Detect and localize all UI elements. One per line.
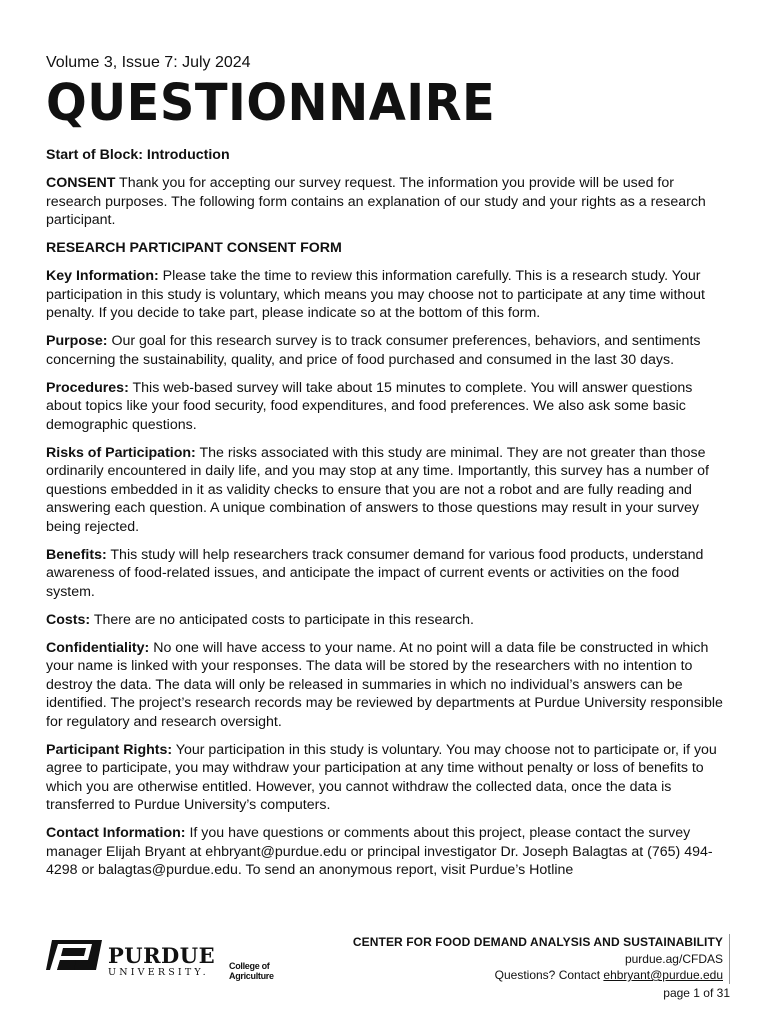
section-text: Our goal for this research survey is to track consumer preferences, behaviors, and sentiments concerning the sustainability, quality, and price of food purchased and consumed in the last 30 days. (46, 333, 701, 368)
section-text: Please take the time to review this information carefully. This is a research study. Your participation in this study is voluntary, which means you may choose not to participate at any time without penalty. If you decide to take part, please indicate so at the bottom of this form. (46, 268, 705, 321)
college-name: College of Agriculture (229, 961, 274, 981)
section-risks (46, 444, 730, 537)
brand-name: PURDUE (108, 943, 216, 968)
section-text: The risks associated with this study are minimal. They are not greater than those ordinarily encountered in daily life, and you may stop at any time. Importantly, this survey has a number of questions embedded in it as validity checks to ensure that you are not a robot and are fully reading and answering each question. A unique combination of answers to those questions may result in your survey being rejected. (46, 444, 709, 535)
section-label: Confidentiality: (46, 639, 150, 656)
section-purpose (46, 332, 730, 369)
contact-email-link[interactable]: ehbryant@purdue.edu (603, 968, 723, 982)
section-label: Purpose: (46, 333, 108, 349)
contact-prefix: Questions? Contact (494, 968, 604, 982)
section-label: Procedures: (46, 379, 129, 396)
brand-sub: UNIVERSITY. (108, 967, 209, 978)
section-text: If you have questions or comments about this project, please contact the survey manager Elijah Bryant at ehbryant@purdue.edu or principal investigator Dr. Joseph Balagtas at (765) 494-4298 or balagtas@purdue.edu. To send an anonymous report, visit Purdue’s Hotline (46, 825, 713, 878)
purdue-p-icon (46, 940, 102, 974)
section-label: Benefits: (46, 546, 107, 563)
section-text: This study will help researchers track consumer demand for various food products, understand awareness of food-related issues, and anticipate the impact of current events or activities on the food system. (46, 546, 704, 600)
section-label: Key Information: (46, 268, 159, 284)
section-label: Participant Rights: (46, 741, 173, 758)
section-label: Costs: (46, 611, 91, 628)
center-url[interactable]: purdue.ag/CFDAS (624, 951, 723, 966)
footer (46, 930, 730, 990)
section-key-information (46, 267, 730, 323)
block-start-heading: Start of Block: Introduction (46, 147, 230, 163)
section-label: Risks of Participation: (46, 444, 196, 461)
consent-paragraph (46, 174, 730, 230)
section-participant-rights (46, 741, 730, 815)
page-number: page 1 of 31 (663, 986, 730, 1000)
consent-text: Thank you for accepting our survey request. The information you provide will be used for research purposes. The following form contains an explanation of our study and your rights as a research participant. (46, 175, 706, 228)
issue-line: Volume 3, Issue 7: July 2024 (46, 54, 251, 71)
section-text: Your participation in this study is voluntary. You may choose not to participate or, if you agree to participate, you may withdraw your participation at any time without penalty or loss of benefits to which you are otherwise entitled. However, you cannot withdraw the collected data, once the data is transferred to Purdue University’s computers. (46, 741, 717, 813)
section-text: There are no anticipated costs to participate in this research. (90, 611, 474, 628)
form-heading: RESEARCH PARTICIPANT CONSENT FORM (46, 240, 342, 256)
section-label: Contact Information: (46, 825, 186, 841)
purdue-logo (46, 940, 306, 980)
section-text: This web-based survey will take about 15 minutes to complete. You will answer questions about topics like your food security, food expenditures, and food preferences. We also ask some basic demographic questions. (46, 379, 693, 433)
section-benefits (46, 546, 730, 602)
section-procedures (46, 379, 730, 435)
section-confidentiality (46, 639, 730, 732)
center-info (353, 934, 730, 984)
consent-label: CONSENT (46, 175, 116, 191)
section-costs (46, 611, 730, 630)
contact-line (353, 967, 723, 984)
document-body (46, 146, 730, 889)
section-contact-information (46, 824, 730, 880)
center-title: CENTER FOR FOOD DEMAND ANALYSIS AND SUSTAINABILITY (352, 935, 723, 949)
section-text: No one will have access to your name. At no point will a data file be constructed in which your name is linked with your responses. The data will be stored by the researchers with no intention to destroy the data. The data will only be released in summaries in which no individual’s answers can be identified. The project’s research records may be reviewed by departments at Purdue University responsible for regulatory and research oversight. (46, 639, 723, 730)
page-title: QUESTIONNAIRE (46, 74, 496, 133)
